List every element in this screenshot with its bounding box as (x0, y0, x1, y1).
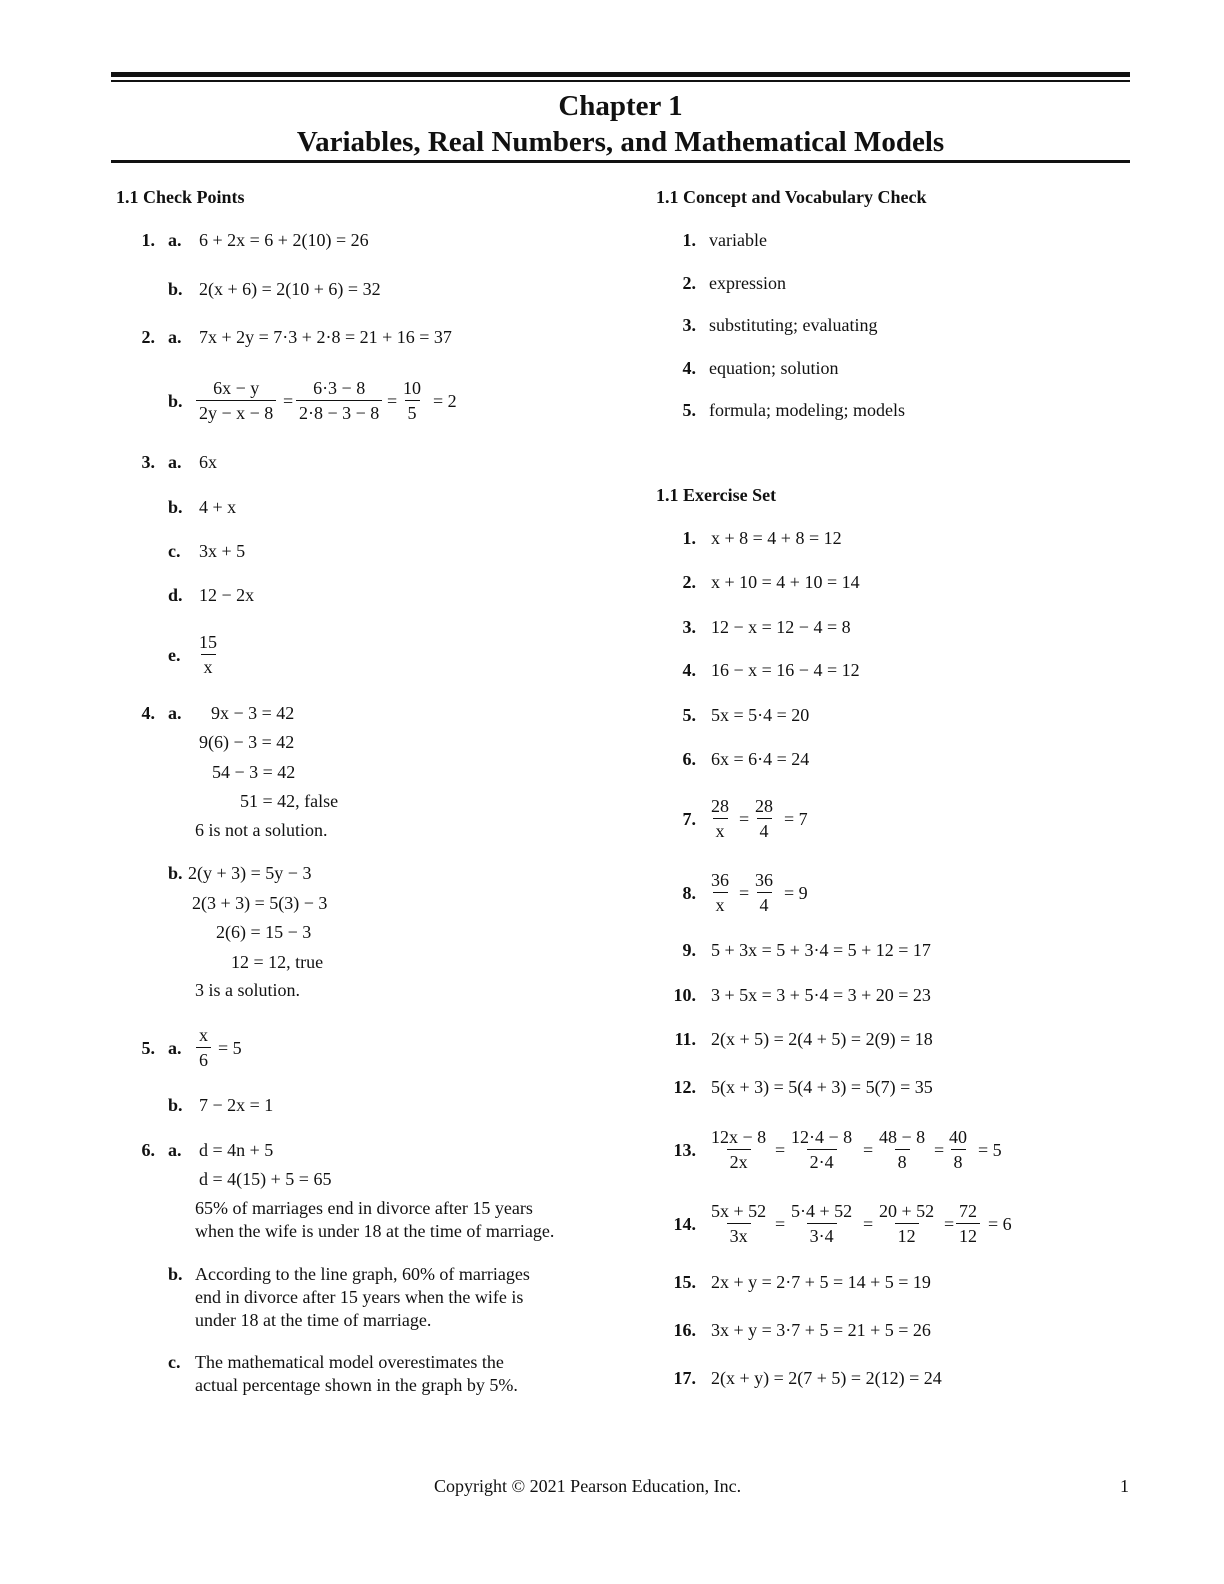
exercise-number: 14. (673, 1214, 696, 1234)
vocab-number: 2. (682, 273, 696, 293)
solution-line: 2(3 + 3) = 5(3) − 3 (192, 893, 328, 913)
denominator: x (713, 892, 728, 917)
vocab-answer: formula; modeling; models (709, 400, 905, 420)
numerator: 10 (403, 378, 421, 398)
exercise-number: 17. (673, 1368, 696, 1388)
fraction (196, 630, 220, 679)
part-letter: b. (168, 1264, 183, 1284)
equals-sign: = (863, 1140, 874, 1160)
numerator: x (199, 1025, 208, 1045)
numerator: 72 (959, 1201, 977, 1221)
chapter-title: Variables, Real Numbers, and Mathematical Models (296, 126, 945, 158)
equals-sign: = (775, 1140, 786, 1160)
part-letter: b. (168, 497, 183, 517)
solution-line: 2(y + 3) = 5y − 3 (188, 863, 312, 883)
explanation-line: The mathematical model overestimates the (195, 1352, 504, 1372)
problem-number: 1. (141, 230, 155, 250)
answer-expression: 2(x + 6) = 2(10 + 6) = 32 (199, 279, 381, 299)
explanation-line: end in divorce after 15 years when the wife is (195, 1287, 524, 1307)
solution-line: 12 = 12, true (231, 952, 324, 972)
solution-line: 2(6) = 15 − 3 (216, 922, 312, 942)
numerator: 5x + 52 (711, 1201, 767, 1221)
exercise-answer: 6x = 6·4 = 24 (711, 749, 810, 769)
part-letter: b. (168, 279, 183, 299)
part-letter: c. (168, 541, 181, 561)
exercise-number: 6. (682, 749, 696, 769)
fraction (788, 1125, 855, 1174)
equals-sign: = (283, 391, 294, 411)
vocab-number: 3. (682, 315, 696, 335)
denominator: x (201, 654, 216, 679)
vocab-number: 4. (682, 358, 696, 378)
part-letter: b. (168, 1095, 183, 1115)
equals-sign: = (863, 1214, 874, 1234)
solution-line: d = 4n + 5 (199, 1140, 274, 1160)
answer-expression: 12 − 2x (199, 585, 255, 605)
exercise-number: 12. (673, 1077, 696, 1097)
answer-tail: = 5 (218, 1038, 242, 1058)
exercise-number: 10. (673, 985, 696, 1005)
vocab-answer: variable (709, 230, 767, 250)
exercise-answer: 16 − x = 16 − 4 = 12 (711, 660, 860, 680)
part-letter: a. (168, 452, 182, 472)
solution-line: 9x − 3 = 42 (211, 703, 295, 723)
exercise-answer: 5 + 3x = 5 + 3·4 = 5 + 12 = 17 (711, 940, 931, 960)
numerator: 6x − y (213, 378, 260, 398)
part-letter: a. (168, 1038, 182, 1058)
exercise-number: 3. (682, 617, 696, 637)
fraction (708, 1199, 769, 1248)
solution-line: d = 4(15) + 5 = 65 (199, 1169, 332, 1189)
problem-number: 3. (141, 452, 155, 472)
denominator: 3·4 (807, 1223, 837, 1248)
exercise-set-heading: 1.1 Exercise Set (656, 485, 777, 505)
fraction (752, 868, 776, 917)
exercise-answer: 12 − x = 12 − 4 = 8 (711, 617, 851, 637)
fraction (196, 1023, 211, 1072)
page-number: 1 (1120, 1476, 1129, 1496)
numerator: 12x − 8 (711, 1127, 767, 1147)
fraction (956, 1199, 980, 1248)
vocab-answer: equation; solution (709, 358, 839, 378)
solution-line: 54 − 3 = 42 (212, 762, 296, 782)
problem-number: 4. (141, 703, 155, 723)
denominator: 12 (956, 1223, 980, 1248)
explanation-line: 65% of marriages end in divorce after 15 years (195, 1198, 533, 1218)
vocab-number: 5. (682, 400, 696, 420)
exercise-number: 8. (682, 883, 696, 903)
denominator: 2y − x − 8 (196, 400, 276, 425)
numerator: 20 + 52 (879, 1201, 935, 1221)
numerator: 12·4 − 8 (791, 1127, 853, 1147)
numerator: 40 (949, 1127, 967, 1147)
exercise-number: 2. (682, 572, 696, 592)
top-thick-rule (111, 72, 1130, 77)
exercise-answer: 2x + y = 2·7 + 5 = 14 + 5 = 19 (711, 1272, 931, 1292)
explanation-line: actual percentage shown in the graph by 5%. (195, 1375, 518, 1395)
answer-expression: 3x + 5 (199, 541, 246, 561)
numerator: 15 (199, 632, 217, 652)
exercise-number: 1. (682, 528, 696, 548)
vocab-check-heading: 1.1 Concept and Vocabulary Check (656, 187, 927, 207)
top-thin-rule (111, 80, 1130, 82)
exercise-answer: 2(x + y) = 2(7 + 5) = 2(12) = 24 (711, 1368, 942, 1388)
denominator: 2·4 (807, 1149, 837, 1174)
fraction (788, 1199, 855, 1248)
solution-line: 51 = 42, false (240, 791, 339, 811)
fraction (708, 1125, 769, 1174)
exercise-number: 16. (673, 1320, 696, 1340)
numerator: 28 (755, 796, 773, 816)
part-letter: d. (168, 585, 183, 605)
equals-sign: = (775, 1214, 786, 1234)
denominator: 3x (727, 1223, 751, 1248)
explanation-line: According to the line graph, 60% of marriages (195, 1264, 530, 1284)
denominator: 2x (727, 1149, 751, 1174)
part-letter: a. (168, 230, 182, 250)
exercise-number: 5. (682, 705, 696, 725)
answer-expression: 7x + 2y = 7·3 + 2·8 = 21 + 16 = 37 (199, 327, 452, 347)
answer-tail: = 2 (433, 391, 457, 411)
exercise-number: 7. (682, 809, 696, 829)
title-bottom-rule (111, 160, 1130, 163)
explanation-line: when the wife is under 18 at the time of marriage. (195, 1221, 555, 1241)
denominator: 4 (757, 818, 772, 843)
solution-line: 9(6) − 3 = 42 (199, 732, 295, 752)
problem-number: 5. (141, 1038, 155, 1058)
denominator: 6 (196, 1047, 211, 1072)
equals-sign: = (739, 809, 750, 829)
part-letter: a. (168, 703, 182, 723)
equals-sign: = (944, 1214, 955, 1234)
answer-tail: = 5 (978, 1140, 1002, 1160)
exercise-number: 11. (674, 1029, 696, 1049)
numerator: 36 (755, 870, 773, 890)
part-letter: b. (168, 391, 183, 411)
answer-expression: 7 − 2x = 1 (199, 1095, 274, 1115)
denominator: x (713, 818, 728, 843)
denominator: 2·8 − 3 − 8 (296, 400, 382, 425)
fraction (946, 1125, 970, 1174)
denominator: 8 (895, 1149, 910, 1174)
fraction (708, 868, 732, 917)
equals-sign: = (387, 391, 398, 411)
problem-number: 6. (141, 1140, 155, 1160)
denominator: 12 (895, 1223, 919, 1248)
problem-number: 2. (141, 327, 155, 347)
solution-conclusion: 6 is not a solution. (195, 820, 328, 840)
vocab-answer: substituting; evaluating (709, 315, 878, 335)
exercise-number: 13. (673, 1140, 696, 1160)
vocab-answer: expression (709, 273, 786, 293)
part-letter: e. (168, 645, 181, 665)
exercise-answer: 5x = 5·4 = 20 (711, 705, 810, 725)
exercise-answer: x + 10 = 4 + 10 = 14 (711, 572, 860, 592)
exercise-number: 4. (682, 660, 696, 680)
fraction (752, 794, 776, 843)
part-letter: b. (168, 863, 183, 883)
numerator: 36 (711, 870, 729, 890)
copyright-notice: Copyright © 2021 Pearson Education, Inc. (434, 1476, 742, 1496)
fraction (296, 376, 382, 425)
answer-expression: 6 + 2x = 6 + 2(10) = 26 (199, 230, 369, 250)
numerator: 6·3 − 8 (313, 378, 366, 398)
fraction (876, 1125, 928, 1174)
answer-expression: 4 + x (199, 497, 237, 517)
answer-tail: = 9 (784, 883, 808, 903)
denominator: 4 (757, 892, 772, 917)
numerator: 48 − 8 (879, 1127, 926, 1147)
numerator: 5·4 + 52 (791, 1201, 853, 1221)
fraction (400, 376, 424, 425)
fraction (196, 376, 276, 425)
answer-expression: 6x (199, 452, 217, 472)
chapter-number: Chapter 1 (558, 90, 683, 122)
fraction (708, 794, 732, 843)
exercise-answer: 3 + 5x = 3 + 5·4 = 3 + 20 = 23 (711, 985, 931, 1005)
exercise-answer: 3x + y = 3·7 + 5 = 21 + 5 = 26 (711, 1320, 931, 1340)
exercise-answer: x + 8 = 4 + 8 = 12 (711, 528, 842, 548)
equals-sign: = (934, 1140, 945, 1160)
denominator: 8 (951, 1149, 966, 1174)
exercise-number: 15. (673, 1272, 696, 1292)
explanation-line: under 18 at the time of marriage. (195, 1310, 432, 1330)
denominator: 5 (405, 400, 420, 425)
part-letter: c. (168, 1352, 181, 1372)
equals-sign: = (739, 883, 750, 903)
answer-tail: = 7 (784, 809, 808, 829)
exercise-answer: 2(x + 5) = 2(4 + 5) = 2(9) = 18 (711, 1029, 933, 1049)
answer-tail: = 6 (988, 1214, 1012, 1234)
part-letter: a. (168, 1140, 182, 1160)
fraction (876, 1199, 937, 1248)
exercise-number: 9. (682, 940, 696, 960)
check-points-heading: 1.1 Check Points (116, 187, 245, 207)
exercise-answer: 5(x + 3) = 5(4 + 3) = 5(7) = 35 (711, 1077, 933, 1097)
part-letter: a. (168, 327, 182, 347)
vocab-number: 1. (682, 230, 696, 250)
solution-conclusion: 3 is a solution. (195, 980, 301, 1000)
numerator: 28 (711, 796, 729, 816)
